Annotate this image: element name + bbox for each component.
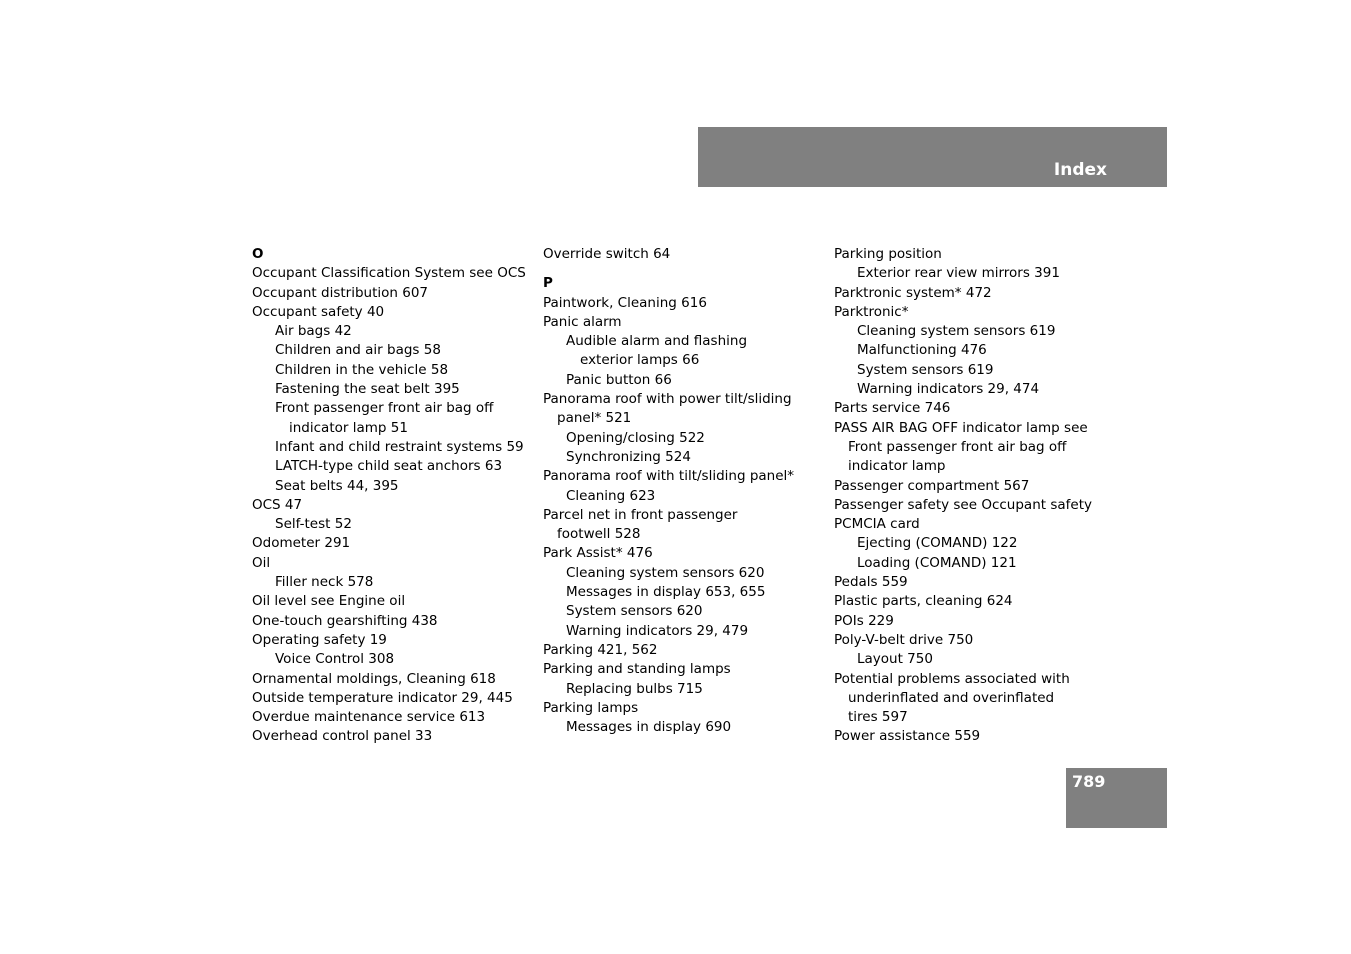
index-entry: Occupant distribution 607	[252, 284, 429, 301]
index-entry: Infant and child restraint systems 59	[275, 438, 524, 455]
index-entry: Parking position	[834, 246, 942, 262]
index-entry: Parktronic system* 472	[834, 284, 992, 301]
index-entry: tires 597	[848, 709, 908, 726]
index-entry: Messages in display 653, 655	[566, 584, 766, 601]
index-entry: Self-test 52	[275, 516, 352, 533]
index-entry: LATCH-type child seat anchors 63	[275, 458, 503, 475]
index-entry: Power assistance 559	[834, 728, 981, 745]
index-entry: Operating safety 19	[252, 631, 387, 648]
index-entry: Cleaning system sensors 619	[857, 323, 1056, 340]
index-entry: Warning indicators 29, 479	[566, 622, 749, 639]
index-entry: Opening/closing 522	[566, 429, 705, 446]
index-entry: Air bags 42	[275, 323, 352, 340]
index-entry: Layout 750	[857, 651, 933, 668]
index-entry: Parts service 746	[834, 400, 951, 417]
index-entry: Warning indicators 29, 474	[857, 381, 1040, 398]
index-entry: Odometer 291	[252, 535, 351, 552]
index-entry: Parktronic*	[834, 303, 909, 320]
index-entry: PASS AIR BAG OFF indicator lamp see	[834, 419, 1088, 436]
index-entry: System sensors 620	[566, 603, 703, 620]
index-entry: Override switch 64	[543, 246, 671, 262]
index-entry: Panorama roof with power tilt/sliding	[543, 391, 792, 408]
index-entry: POIs 229	[834, 612, 894, 629]
index-entry: Occupant safety 40	[252, 303, 385, 320]
index-entry: Passenger safety see Occupant safety	[834, 496, 1092, 513]
index-entry: Filler neck 578	[275, 574, 374, 591]
index-entry: Potential problems associated with	[834, 670, 1070, 687]
index-column-1	[252, 245, 537, 747]
index-entry: Loading (COMAND) 121	[857, 554, 1017, 571]
page-number: 789	[1072, 772, 1106, 791]
section-header-bar	[698, 127, 1167, 187]
page-number-box	[1066, 768, 1167, 828]
index-entry: indicator lamp 51	[289, 419, 408, 436]
index-entry: Parking and standing lamps	[543, 661, 731, 678]
index-entry: Cleaning system sensors 620	[566, 564, 765, 581]
index-entry: Front passenger front air bag off	[275, 400, 494, 417]
index-letter-heading: P	[543, 275, 553, 292]
index-column-2	[543, 245, 828, 737]
index-entry: Parcel net in front passenger	[543, 506, 738, 523]
index-entry: Seat belts 44, 395	[275, 477, 399, 494]
index-entry: PCMCIA card	[834, 516, 920, 533]
index-entry: exterior lamps 66	[580, 352, 700, 369]
index-entry: Paintwork, Cleaning 616	[543, 294, 707, 311]
index-entry: Exterior rear view mirrors 391	[857, 265, 1060, 282]
index-entry: Synchronizing 524	[566, 448, 691, 465]
index-entry: Panorama roof with tilt/sliding panel*	[543, 468, 795, 485]
index-entry: Messages in display 690	[566, 719, 732, 736]
index-entry: Parking 421, 562	[543, 641, 658, 658]
section-title: Index	[1053, 160, 1107, 180]
index-entry: Ornamental moldings, Cleaning 618	[252, 670, 496, 687]
index-entry: indicator lamp	[848, 458, 946, 475]
index-entry: Parking lamps	[543, 699, 639, 716]
index-entry: footwell 528	[557, 526, 641, 543]
index-entry: Audible alarm and flashing	[566, 333, 748, 350]
index-entry: Outside temperature indicator 29, 445	[252, 689, 513, 706]
index-column-3	[834, 245, 1134, 747]
index-entry: panel* 521	[557, 410, 632, 427]
index-entry: OCS 47	[252, 496, 303, 513]
index-entry: underinflated and overinflated	[848, 689, 1055, 706]
index-entry: Occupant Classification System see OCS	[252, 265, 526, 282]
index-entry: Panic alarm	[543, 313, 622, 330]
index-entry: Panic button 66	[566, 371, 672, 388]
index-spacer	[543, 264, 828, 274]
index-entry: One-touch gearshifting 438	[252, 612, 438, 629]
index-letter-heading: O	[252, 246, 264, 262]
index-entry: Cleaning 623	[566, 487, 656, 504]
index-entry: Poly-V-belt drive 750	[834, 631, 974, 648]
index-entry: Passenger compartment 567	[834, 477, 1030, 494]
index-entry: Malfunctioning 476	[857, 342, 987, 359]
index-entry: Overdue maintenance service 613	[252, 709, 486, 726]
index-entry: Park Assist* 476	[543, 545, 653, 562]
index-entry: Voice Control 308	[275, 651, 395, 668]
index-entry: System sensors 619	[857, 361, 994, 378]
index-entry: Children and air bags 58	[275, 342, 441, 359]
index-entry: Plastic parts, cleaning 624	[834, 593, 1013, 610]
index-entry: Pedals 559	[834, 574, 908, 591]
index-entry: Oil level see Engine oil	[252, 593, 406, 610]
index-entry: Overhead control panel 33	[252, 728, 433, 745]
index-entry: Oil	[252, 554, 271, 571]
index-entry: Front passenger front air bag off	[848, 438, 1067, 455]
index-entry: Children in the vehicle 58	[275, 361, 449, 378]
index-entry: Replacing bulbs 715	[566, 680, 703, 697]
index-entry: Ejecting (COMAND) 122	[857, 535, 1018, 552]
index-entry: Fastening the seat belt 395	[275, 381, 460, 398]
